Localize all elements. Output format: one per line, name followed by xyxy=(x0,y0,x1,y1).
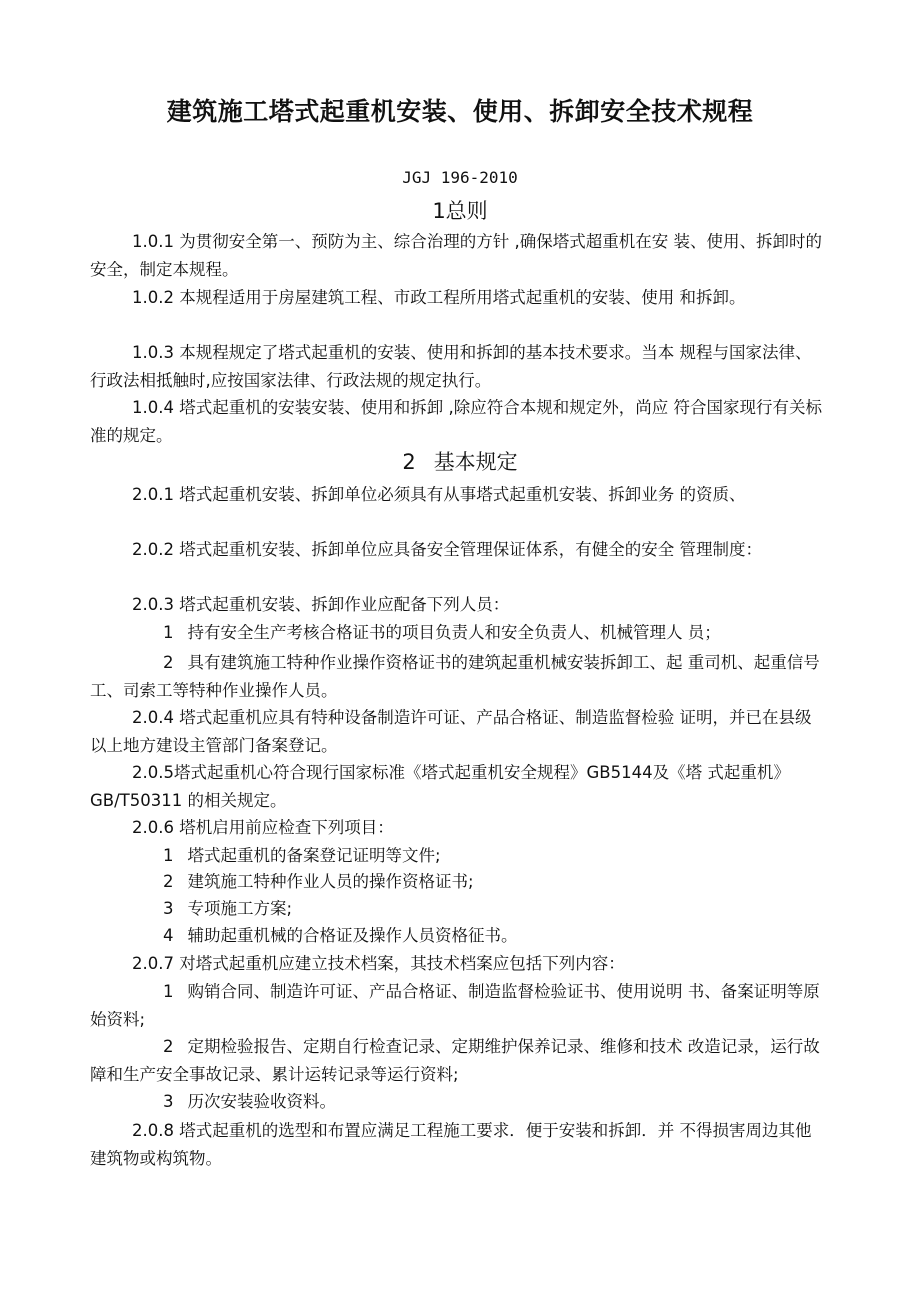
clause-2-0-2: 2.0.2 塔式起重机安装、拆卸单位应具备安全管理保证体系，有健全的安全 管理制度： xyxy=(132,540,762,559)
chapter-2-heading xyxy=(0,446,920,476)
clause-2-0-6-item-1 xyxy=(90,842,825,870)
item-number: 2 xyxy=(163,872,174,891)
item-text: 建筑施工特种作业人员的操作资格证书; xyxy=(187,872,474,891)
item-number: 3 xyxy=(163,899,174,918)
item-text: 历次安装验收资料。 xyxy=(187,1092,336,1111)
clause-2-0-3-item-2 xyxy=(90,649,825,705)
clause-1-0-4: 1.0.4 塔式起重机的安装安装、使用和拆卸 ,除应符合本规和规定外，尚应 符合国家现行有关标准的规定。 xyxy=(90,398,822,445)
clause-2-0-5: 2.0.5塔式起重机心符合现行国家标准《塔式起重机安全规程》GB5144及《塔 式起重机》 GB/T50311 的相关规定。 xyxy=(90,763,790,810)
item-text: 购销合同、制造许可证、产品合格证、制造监督检验证书、使用说明 书、备案证明等原始资料; xyxy=(90,982,820,1029)
item-number: 1 xyxy=(163,982,174,1001)
item-text: 持有安全生产考核合格证书的项目负责人和安全负责人、机械管理人 员； xyxy=(187,623,721,642)
item-text: 具有建筑施工特种作业操作资格证书的建筑起重机械安装拆卸工、起 重司机、起重信号工、司索工等特种作业操作人员。 xyxy=(90,653,820,700)
item-number: 2 xyxy=(163,653,174,672)
clause-2-0-3-item-1 xyxy=(90,619,825,647)
standard-code: JGJ 196-2010 xyxy=(402,168,518,187)
item-text: 定期检验报告、定期自行检查记录、定期维护保养记录、维修和技术 改造记录，运行故障和生产安全事故记录、累计运转记录等运行资料; xyxy=(90,1037,820,1084)
clause-2-0-7-item-1 xyxy=(90,978,825,1034)
clause-1-0-1: 1.0.1 为贯彻安全第一、预防为主、综合治理的方针 ,确保塔式超重机在安 装、使用、拆卸时的安全，制定本规程。 xyxy=(90,232,822,279)
chapter-1-heading: 1总则 xyxy=(432,199,488,223)
clause-2-0-6-item-4 xyxy=(90,922,825,950)
item-text: 辅助起重机械的合格证及操作人员资格征书。 xyxy=(187,926,518,945)
item-number: 3 xyxy=(163,1092,174,1111)
item-number: 4 xyxy=(163,926,174,945)
document-title: 建筑施工塔式起重机安装、使用、拆卸安全技术规程 xyxy=(166,97,754,126)
clause-2-0-7-item-2 xyxy=(90,1033,825,1089)
clause-2-0-4: 2.0.4 塔式起重机应具有特种设备制造许可证、产品合格证、制造监督检验 证明，并已在县级以上地方建设主管部门备案登记。 xyxy=(90,708,812,755)
clause-2-0-7: 2.0.7 对塔式起重机应建立技术档案，其技术档案应包括下列内容： xyxy=(132,954,625,973)
chapter-2-title: 基本规定 xyxy=(433,450,518,474)
clause-2-0-1: 2.0.1 塔式起重机安装、拆卸单位必须具有从事塔式起重机安装、拆卸业务 的资质、 xyxy=(132,485,746,504)
item-number: 1 xyxy=(163,623,174,642)
clause-2-0-6: 2.0.6 塔机启用前应检查下列项目： xyxy=(132,818,394,837)
item-number: 1 xyxy=(163,846,174,865)
item-text: 专项施工方案; xyxy=(187,899,293,918)
clause-1-0-3: 1.0.3 本规程规定了塔式起重机的安装、使用和拆卸的基本技术要求。当本 规程与国家法律、行政法相抵触时,应按国家法律、行政法规的规定执行。 xyxy=(90,343,812,390)
clause-2-0-6-item-3 xyxy=(90,895,825,923)
chapter-2-number: 2 xyxy=(402,450,416,474)
clause-2-0-7-item-3 xyxy=(90,1088,825,1116)
clause-2-0-6-item-2 xyxy=(90,868,825,896)
item-text: 塔式起重机的备案登记证明等文件; xyxy=(187,846,441,865)
clause-1-0-2: 1.0.2 本规程适用于房屋建筑工程、市政工程所用塔式起重机的安装、使用 和拆卸。 xyxy=(132,288,746,307)
clause-2-0-3: 2.0.3 塔式起重机安装、拆卸作业应配备下列人员： xyxy=(132,595,510,614)
item-number: 2 xyxy=(163,1037,174,1056)
clause-2-0-8: 2.0.8 塔式起重机的选型和布置应满足工程施工要求．便于安装和拆卸．并 不得损害周边其他建筑物或构筑物。 xyxy=(90,1121,812,1168)
